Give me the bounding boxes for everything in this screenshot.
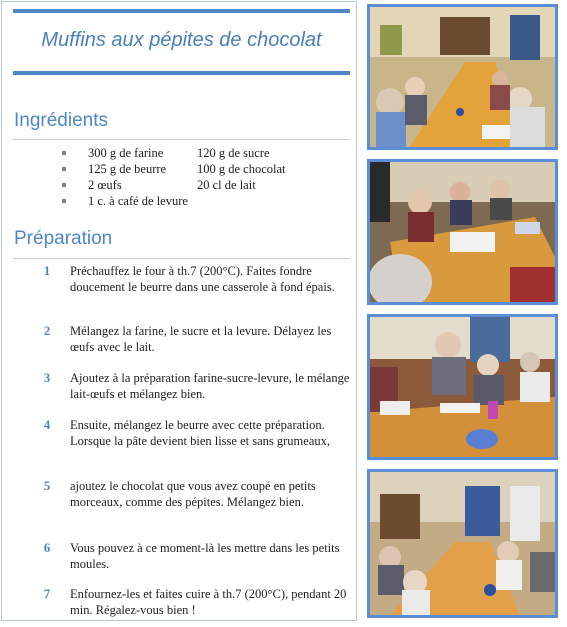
photo-group-table-1 [367,4,558,150]
ingredients-list [62,145,327,209]
photo-image [370,162,555,302]
ingredient-item: 1 c. à café de levure [62,193,197,209]
step-number: 7 [43,586,51,601]
bullet-icon [62,167,66,171]
step-text: Préchauffez le four à th.7 (200°C). Faites fondre doucement le beurre dans une casserole à fond épais. [70,264,335,294]
title-bar-bottom [13,71,350,75]
ingredient-item: 125 g de beurre [62,161,197,177]
step-number: 1 [43,263,51,278]
preparation-heading: Préparation [14,228,113,249]
step-text: Vous pouvez à ce moment-là les mettre dans les petits moules. [70,541,340,571]
step-text: Mélangez la farine, le sucre et la levure. Délayez les œufs avec le lait. [70,324,332,354]
step-text: Enfournez-les et faites cuire à th.7 (200°C), pendant 20 min. Régalez-vous bien ! [70,587,347,617]
ingredients-heading: Ingrédients [14,110,109,131]
bullet-icon [62,199,66,203]
bullet-icon [62,183,66,187]
ingredient-item: 100 g de chocolat [197,162,286,176]
recipe-title: Muffins aux pépites de chocolat [41,29,322,51]
ingredient-item: 2 œufs [62,177,197,193]
ingredient-item: 120 g de sucre [197,146,270,160]
step-text: Ensuite, mélangez le beurre avec cette préparation. Lorsque la pâte devient bien lisse et sans grumeaux, [70,418,330,448]
photo-image [370,472,555,615]
step-number: 6 [43,540,51,555]
ingredient-item: 20 cl de lait [197,178,256,192]
photo-image [370,317,555,457]
bullet-icon [62,151,66,155]
step-text: Ajoutez à la préparation farine-sucre-levure, le mélange lait-œufs et mélangez bien. [70,371,350,401]
step-number: 5 [43,478,51,493]
step-number: 2 [43,323,51,338]
photo-image [370,7,555,147]
ingredients-rule [13,139,350,140]
recipe-card [1,1,357,621]
photo-group-table-3 [367,314,558,460]
step-number: 3 [43,370,51,385]
step-number: 4 [43,417,51,432]
photo-group-table-4 [367,469,558,618]
step-text: ajoutez le chocolat que vous avez coupé en petits morceaux, comme des pépites. Mélangez bien. [70,479,316,509]
ingredient-item: 300 g de farine [62,145,197,161]
preparation-rule [13,258,350,259]
title-bar-top [13,9,350,13]
photo-group-table-2 [367,159,558,305]
